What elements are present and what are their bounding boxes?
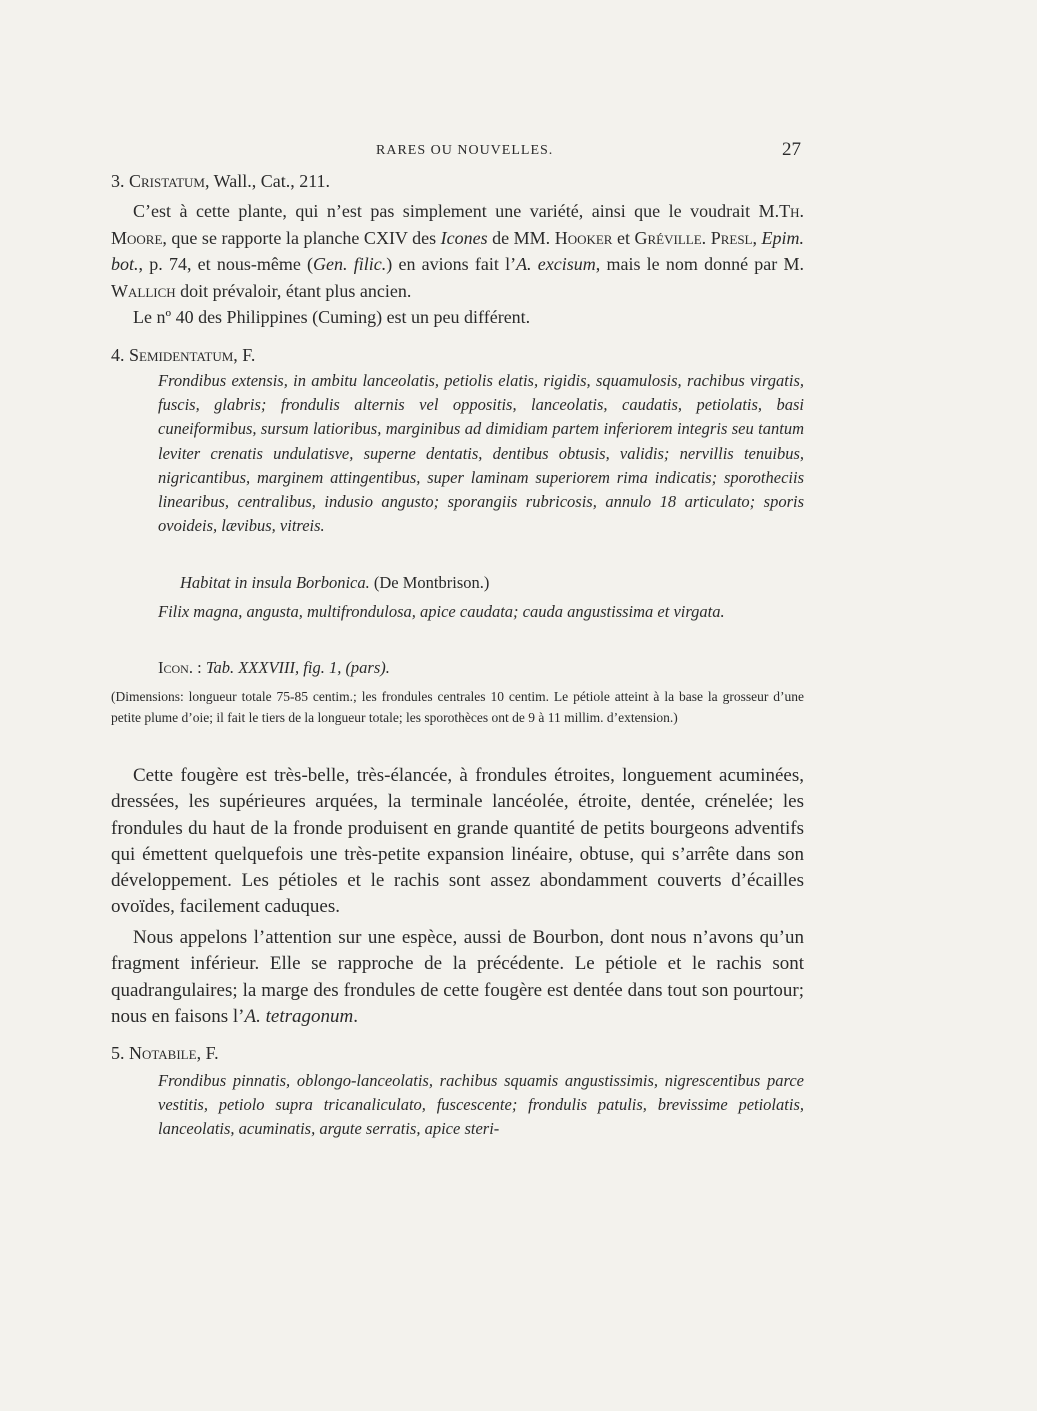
- entry-4-paragraph-2: Nous appelons l’attention sur une espèce, aussi de Bourbon, dont nous n’avons qu’un fragment inférieur. Elle se rapproche de la précédente. Le pétiole et le rachis sont quadrangulaires; la marge des frondules de cette fougère est dentée dans tout son pourtour; nous en faisons l’A. tetragonum.: [111, 927, 804, 1027]
- species-name: Semidentatum: [129, 345, 234, 365]
- running-title: RARES OU NOUVELLES.: [376, 143, 554, 158]
- entry-5-latin-description: Frondibus pinnatis, oblongo-lanceolatis, rachibus squamis angustissimis, nigrescentibus parce vestitis, petiolo supra tricanaliculato, fuscescente; frondulis patulis, brevissime petiolatis, lanceolatis, acuminatis, argute serratis, apice steri-: [158, 1071, 804, 1139]
- species-name: Cristatum: [129, 171, 205, 191]
- entry-5-heading: [111, 1040, 804, 1067]
- entry-4-filix-note: Filix magna, angusta, multifrondulosa, apice caudata; cauda angustissima et virgata.: [158, 602, 725, 621]
- entry-4-paragraph-1: Cette fougère est très-belle, très-élancée, à frondules étroites, longuement acuminées, dressées, les supérieures arquées, la terminale lancéolée, étroite, dentée, crénelée; les frondules du haut de la fronde produisent en grande quantité de petits bourgeons adventifs qui émettent quelquefois une très-petite expansion linéaire, obtuse, qui s’arrête dans son développement. Les pétioles et le rachis sont assez abondamment couverts d’écailles ovoïdes, facilement caduques.: [111, 765, 804, 918]
- species-citation: , F.: [233, 345, 256, 365]
- page-number: 27: [782, 139, 801, 160]
- entry-3-paragraph-2: Le nº 40 des Philippines (Cuming) est un peu différent.: [133, 307, 531, 327]
- species-citation: , Wall., Cat., 211.: [204, 171, 331, 191]
- entry-3-paragraph-1: C’est à cette plante, qui n’est pas simplement une variété, ainsi que le voudrait M.Th. Moore, que se rapporte la planche CXIV des Icones de MM. Hooker et Gréville. Presl, Epim. bot., p. 74, et nous-même (Gen. filic.) en avions fait l’A. excisum, mais le nom donné par M. Wallich doit prévaloir, étant plus ancien.: [111, 201, 805, 301]
- entry-4-latin-description: Frondibus extensis, in ambitu lanceolatis, petiolis elatis, rigidis, squamulosis, rachibus virgatis, fuscis, glabris; frondulis alternis vel oppositis, lanceolatis, caudatis, petiolatis, basi cuneiformibus, sursum latioribus, marginibus ad dimidiam partem inferiorem integris seu tantum leviter crenatis undulatisve, superne dentatis, dentibus obtusis, validis; nervillis tenuibus, nigricantibus, marginem attingentibus, super laminam superiorem rima indicatis; sporotheciis linearibus, centralibus, indusio angusto; sporangiis rubricosis, annulo 18 articulato; sporis ovoideis, lævibus, vitreis.: [158, 371, 804, 536]
- entry-4-habitat: Habitat in insula Borbonica. (De Montbrison.): [180, 573, 490, 592]
- entry-4-heading: [111, 342, 804, 369]
- species-citation: , F.: [196, 1043, 219, 1063]
- entry-4-dimensions: (Dimensions: longueur totale 75-85 centim.; les frondules centrales 10 centim. Le pétiole atteint à la base la grosseur d’une petite plume d’oie; il fait le tiers de la longueur totale; les sporothèces ont de 9 à 11 millim. d’extension.): [111, 689, 804, 725]
- species-name: Notabile: [129, 1043, 197, 1063]
- entry-4-icon-reference: Icon. : Tab. XXXVIII, fig. 1, (pars).: [158, 658, 390, 677]
- entry-number: 5.: [111, 1043, 125, 1063]
- entry-number: 3.: [111, 171, 125, 191]
- entry-number: 4.: [111, 345, 125, 365]
- entry-3-heading: [111, 168, 804, 195]
